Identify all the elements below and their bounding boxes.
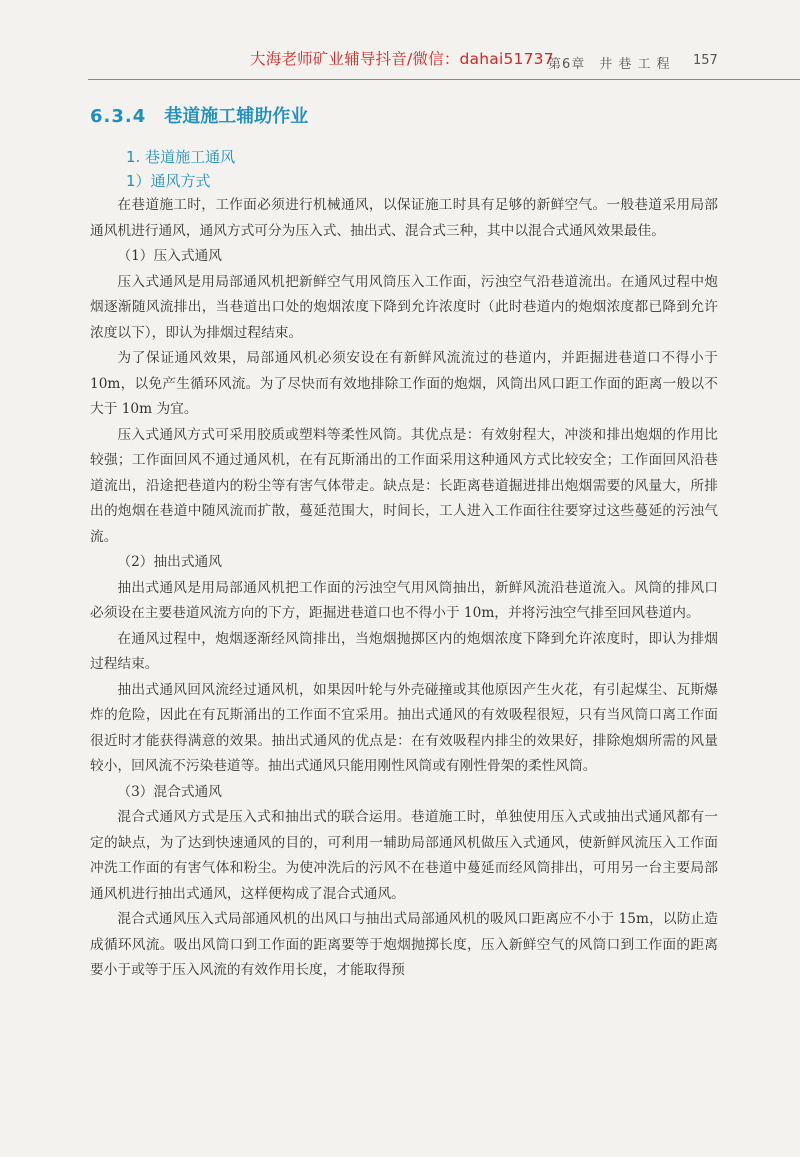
paragraph: 抽出式通风回风流经过通风机，如果因叶轮与外壳碰撞或其他原因产生火花，有引起煤尘、瓦斯爆炸的危险，因此在有瓦斯涌出的工作面不宜采用。抽出式通风的有效吸程很短，只有当风筒口离工作面很近时才能获得满意的效果。抽出式通风的优点是：在有效吸程内排尘的效果好，排除炮烟所需的风量较小，回风流不污染巷道等。抽出式通风只能用刚性风筒或有刚性骨架的柔性风筒。 [90, 681, 718, 774]
header-rule [88, 79, 800, 80]
watermark-text: 大海老师矿业辅导抖音/微信：dahai51737 [250, 50, 554, 68]
subheading-ventilation: 1. 巷道施工通风 [126, 148, 236, 166]
body-text [90, 193, 718, 984]
section-number: 6.3.4 [90, 106, 147, 127]
chapter-label: 第6章 井 巷 工 程 [548, 57, 671, 72]
paragraph: 压入式通风是用局部通风机把新鲜空气用风筒压入工作面，污浊空气沿巷道流出。在通风过程中炮烟逐渐随风流排出，当巷道出口处的炮烟浓度下降到允许浓度时（此时巷道内的炮烟浓度都已降到允许浓度以下），即认为排烟过程结束。 [90, 273, 718, 341]
sub-heading-forced: （1）压入式通风 [117, 248, 222, 264]
paragraph: 在通风过程中，炮烟逐渐经风筒排出，当炮烟抛掷区内的炮烟浓度下降到允许浓度时，即认为排烟过程结束。 [90, 630, 718, 672]
paragraph: 为了保证通风效果，局部通风机必须安设在有新鲜风流流过的巷道内，并距掘进巷道口不得小于 10m，以免产生循环风流。为了尽快而有效地排除工作面的炮烟，风筒出风口距工作面的距离一般以不大于 10m 为宜。 [90, 350, 718, 417]
paragraph: 抽出式通风是用局部通风机把工作面的污浊空气用风筒抽出，新鲜风流沿巷道流入。风筒的排风口必须设在主要巷道风流方向的下方，距掘进巷道口也不得小于 10m，并将污浊空气排至回风巷道内。 [90, 579, 718, 621]
paragraph: 混合式通风方式是压入式和抽出式的联合运用。巷道施工时，单独使用压入式或抽出式通风都有一定的缺点，为了达到快速通风的目的，可利用一辅助局部通风机做压入式通风，使新鲜风流压入工作面冲洗工作面的有害气体和粉尘。为使冲洗后的污风不在巷道中蔓延而经风筒排出，可用另一台主要局部通风机进行抽出式通风，这样便构成了混合式通风。 [90, 809, 718, 902]
paragraph: 压入式通风方式可采用胶质或塑料等柔性风筒。其优点是：有效射程大，冲淡和排出炮烟的作用比较强；工作面回风不通过通风机，在有瓦斯涌出的工作面采用这种通风方式比较安全；工作面回风沿巷道流出，沿途把巷道内的粉尘等有害气体带走。缺点是：长距离巷道掘进排出炮烟需要的风量大，所排出的炮烟在巷道中随风流而扩散，蔓延范围大，时间长，工人进入工作面往往要穿过这些蔓延的污浊气流。 [90, 426, 718, 545]
section-title: 巷道施工辅助作业 [164, 106, 309, 127]
page-number: 157 [693, 53, 718, 68]
subheading-ventilation-methods: 1）通风方式 [126, 172, 211, 190]
paragraph: 在巷道施工时，工作面必须进行机械通风，以保证施工时具有足够的新鲜空气。一般巷道采用局部通风机进行通风，通风方式可分为压入式、抽出式、混合式三种，其中以混合式通风效果最佳。 [90, 197, 718, 239]
section-heading [90, 102, 308, 128]
sub-heading-mixed: （3）混合式通风 [117, 783, 222, 800]
page-header [0, 44, 800, 84]
sub-heading-exhaust: （2）抽出式通风 [117, 554, 222, 570]
paragraph: 混合式通风压入式局部通风机的出风口与抽出式局部通风机的吸风口距离应不小于 15m，以防止造成循环风流。吸出风筒口到工作面的距离要等于炮烟抛掷长度，压入新鲜空气的风筒口到工作面的距离要小于或等于压入风流的有效作用长度，才能取得预 [90, 911, 718, 978]
